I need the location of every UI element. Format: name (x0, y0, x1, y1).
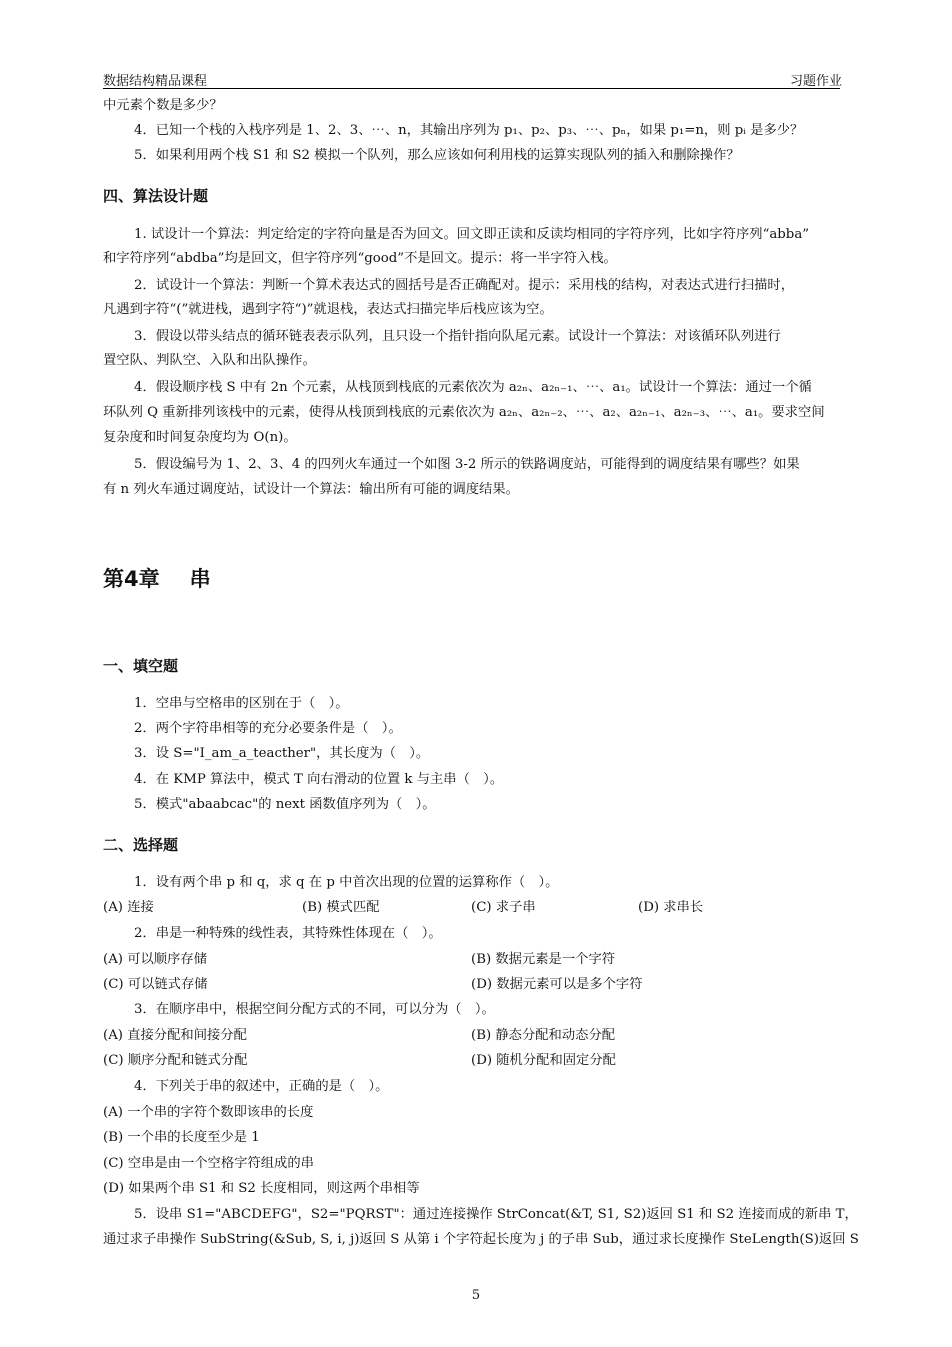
text-line: 有 n 列火车通过调度站，试设计一个算法：输出所有可能的调度结果。 (103, 482, 519, 497)
option: (A) 可以顺序存储 (103, 952, 207, 967)
list-item: 2．两个字符串相等的充分必要条件是（ ）。 (134, 721, 402, 736)
option: (C) 可以链式存储 (103, 977, 208, 992)
option: (A) 一个串的字符个数即该串的长度 (103, 1105, 314, 1120)
text-line: 中元素个数是多少？ (103, 98, 223, 113)
section-heading: 一、填空题 (103, 657, 179, 675)
option: (C) 空串是由一个空格字符组成的串 (103, 1156, 314, 1171)
option: (C) 求子串 (471, 900, 536, 915)
option: (B) 静态分配和动态分配 (471, 1028, 616, 1043)
text-line: 凡遇到字符“(”就进栈，遇到字符“)”就退栈，表达式扫描完毕后栈应该为空。 (103, 302, 553, 317)
header-section-title: 习题作业 (789, 74, 842, 89)
text-line: 1. 试设计一个算法：判定给定的字符向量是否为回文。回文即正读和反读均相同的字符序列，比如字符序列“abba” (134, 227, 810, 242)
option: (A) 直接分配和间接分配 (103, 1028, 247, 1043)
option: (D) 数据元素可以是多个字符 (471, 977, 643, 992)
text-line: 4．假设顺序栈 S 中有 2n 个元素，从栈顶到栈底的元素依次为 a₂ₙ、a₂ₙ₋₁、⋯、a₁。试设计一个算法：通过一个循 (134, 380, 812, 395)
option: (B) 一个串的长度至少是 1 (103, 1130, 260, 1145)
option: (D) 求串长 (638, 900, 704, 915)
option: (A) 连接 (103, 900, 154, 915)
list-item: 3．设 S="I_am_a_teacther"，其长度为（ ）。 (134, 746, 430, 761)
text-line: 2．试设计一个算法：判断一个算术表达式的圆括号是否正确配对。提示：采用栈的结构，对表达式进行扫描时， (134, 278, 795, 293)
option: (D) 如果两个串 S1 和 S2 长度相同，则这两个串相等 (103, 1181, 420, 1196)
list-item: 5．模式"abaabcac"的 next 函数值序列为（ ）。 (134, 797, 436, 812)
text-line: 复杂度和时间复杂度均为 O(n)。 (103, 430, 297, 445)
page-number: 5 (471, 1288, 481, 1303)
question-stem: 2．串是一种特殊的线性表，其特殊性体现在（ ）。 (134, 926, 442, 941)
list-item: 1．空串与空格串的区别在于（ ）。 (134, 696, 349, 711)
chapter-heading (103, 563, 241, 593)
section-heading: 四、算法设计题 (103, 187, 209, 205)
chapter-number: 第4章 (103, 567, 160, 591)
header-course-title: 数据结构精品课程 (103, 74, 208, 89)
section-heading: 二、选择题 (103, 836, 179, 854)
list-item: 4．在 KMP 算法中，模式 T 向右滑动的位置 k 与主串（ ）。 (134, 772, 504, 787)
question-stem: 5．设串 S1="ABCDEFG"，S2="PQRST"：通过连接操作 StrConcat(&T, S1, S2)返回 S1 和 S2 连接而成的新串 T， (134, 1207, 858, 1222)
header-rule (103, 88, 840, 89)
text-line: 4．已知一个栈的入栈序列是 1、2、3、⋯、n，其输出序列为 p₁、p₂、p₃、⋯、pₙ，如果 p₁=n，则 pᵢ 是多少？ (134, 123, 804, 138)
chapter-title: 串 (189, 567, 211, 591)
text-line: 5．假设编号为 1、2、3、4 的四列火车通过一个如图 3-2 所示的铁路调度站，可能得到的调度结果有哪些？如果 (134, 457, 800, 472)
question-stem: 通过求子串操作 SubString(&Sub, S, i, j)返回 S 从第 i 个字符起长度为 j 的子串 Sub，通过求长度操作 SteLength(S)返回 S (103, 1232, 859, 1247)
option: (D) 随机分配和固定分配 (471, 1053, 616, 1068)
question-stem: 4．下列关于串的叙述中，正确的是（ ）。 (134, 1079, 389, 1094)
question-stem: 3．在顺序串中，根据空间分配方式的不同，可以分为（ ）。 (134, 1002, 495, 1017)
question-stem: 1．设有两个串 p 和 q，求 q 在 p 中首次出现的位置的运算称作（ ）。 (134, 875, 559, 890)
option: (B) 数据元素是一个字符 (471, 952, 616, 967)
option: (B) 模式匹配 (302, 900, 380, 915)
text-line: 5．如果利用两个栈 S1 和 S2 模拟一个队列，那么应该如何利用栈的运算实现队列的插入和删除操作？ (134, 148, 740, 163)
text-line: 环队列 Q 重新排列该栈中的元素，使得从栈顶到栈底的元素依次为 a₂ₙ、a₂ₙ₋₂、⋯、a₂、a₂ₙ₋₁、a₂ₙ₋₃、⋯、a₁。要求空间 (103, 405, 825, 420)
text-line: 置空队、判队空、入队和出队操作。 (103, 353, 316, 368)
option: (C) 顺序分配和链式分配 (103, 1053, 248, 1068)
text-line: 和字符序列“abdba”均是回文，但字符序列“good”不是回文。提示：将一半字符入栈。 (103, 251, 617, 266)
text-line: 3．假设以带头结点的循环链表表示队列，且只设一个指针指向队尾元素。试设计一个算法：对该循环队列进行 (134, 329, 781, 344)
